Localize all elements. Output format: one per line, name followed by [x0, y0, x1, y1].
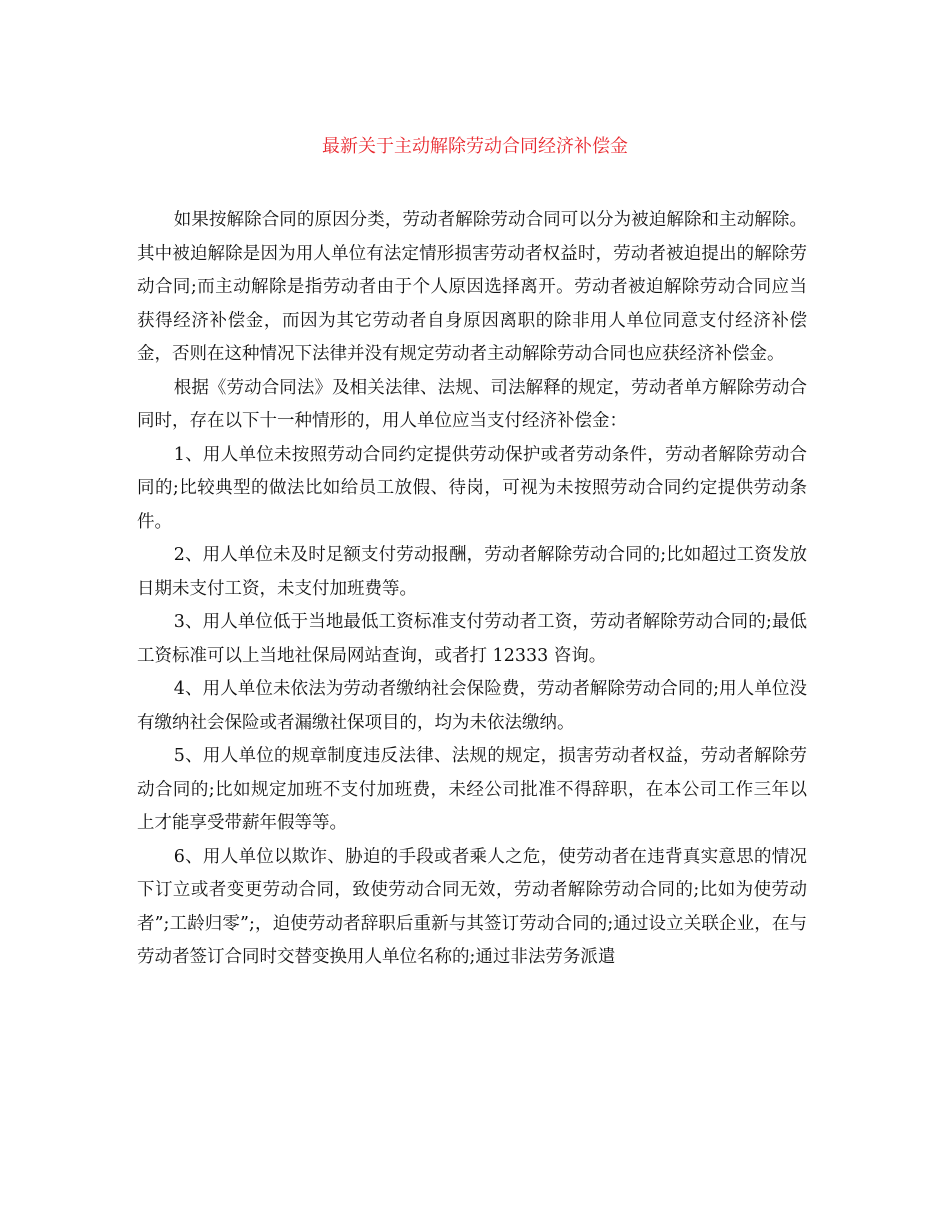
paragraph-item-4: 4、用人单位未依法为劳动者缴纳社会保险费，劳动者解除劳动合同的;用人单位没有缴纳社会保险或者漏缴社保项目的，均为未依法缴纳。 — [137, 679, 807, 733]
paragraph-item-5: 5、用人单位的规章制度违反法律、法规的规定，损害劳动者权益，劳动者解除劳动合同的;比如规定加班不支付加班费，未经公司批准不得辞职，在本公司工作三年以上才能享受带薪年假等等。 — [137, 746, 807, 833]
document-title: 最新关于主动解除劳动合同经济补偿金 — [322, 136, 628, 157]
paragraph-basis: 根据《劳动合同法》及相关法律、法规、司法解释的规定，劳动者单方解除劳动合同时，存在以下十一种情形的，用人单位应当支付经济补偿金： — [137, 377, 807, 431]
paragraph-item-3: 3、用人单位低于当地最低工资标准支付劳动者工资，劳动者解除劳动合同的;最低工资标准可以上当地社保局网站查询，或者打 12333 咨询。 — [137, 612, 807, 666]
document-body — [137, 204, 807, 975]
paragraph-item-6: 6、用人单位以欺诈、胁迫的手段或者乘人之危，使劳动者在违背真实意思的情况下订立或者变更劳动合同，致使劳动合同无效，劳动者解除劳动合同的;比如为使劳动者”;工龄归零”;，迫使劳动者辞职后重新与其签订劳动合同的;通过设立关联企业，在与劳动者签订合同时交替变换用人单位名称的;通过非法劳务派遣 — [137, 846, 807, 967]
paragraph-item-1: 1、用人单位未按照劳动合同约定提供劳动保护或者劳动条件，劳动者解除劳动合同的;比较典型的做法比如给员工放假、待岗，可视为未按照劳动合同约定提供劳动条件。 — [137, 444, 807, 532]
paragraph-item-2: 2、用人单位未及时足额支付劳动报酬，劳动者解除劳动合同的;比如超过工资发放日期未支付工资，未支付加班费等。 — [137, 545, 807, 599]
paragraph-intro: 如果按解除合同的原因分类，劳动者解除劳动合同可以分为被迫解除和主动解除。其中被迫解除是因为用人单位有法定情形损害劳动者权益时，劳动者被迫提出的解除劳动合同;而主动解除是指劳动者由于个人原因选择离开。劳动者被迫解除劳动合同应当获得经济补偿金，而因为其它劳动者自身原因离职的除非用人单位同意支付经济补偿金，否则在这种情况下法律并没有规定劳动者主动解除劳动合同也应获经济补偿金。 — [137, 210, 807, 364]
